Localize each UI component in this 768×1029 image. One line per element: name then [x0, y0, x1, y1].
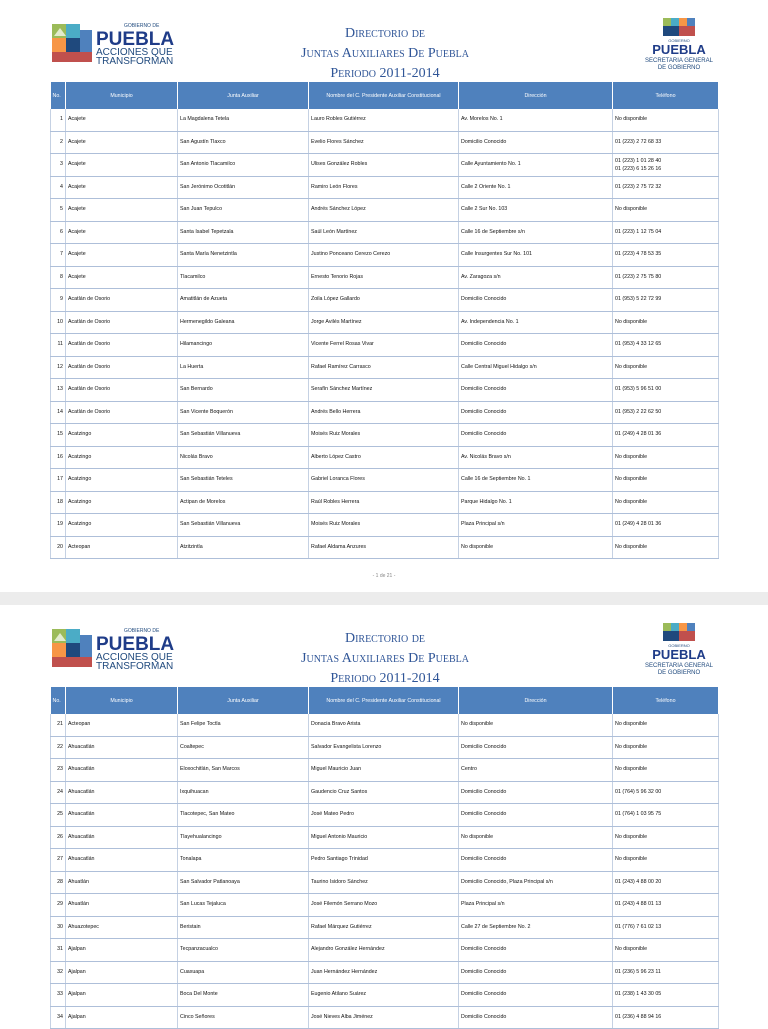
table-row	[51, 536, 719, 559]
table-cell: Domicilio Conocido	[459, 289, 613, 312]
table-cell: Beristain	[178, 916, 309, 939]
column-header: Municipio	[66, 687, 178, 714]
logo-left-name: PUEBLA	[96, 634, 175, 655]
table-cell: 01 (953) 4 33 12 65	[613, 334, 719, 357]
column-header: Teléfono	[613, 687, 719, 714]
table-cell: Coaltepec	[178, 736, 309, 759]
column-header: Junta Auxiliar	[178, 687, 309, 714]
logo-left-tag2: TRANSFORMAN	[96, 56, 174, 67]
table-cell: 15	[51, 424, 66, 447]
table-cell: Domicilio Conocido	[459, 984, 613, 1007]
table-cell: Acajete	[66, 244, 178, 267]
table-cell: San Vicente Boquerón	[178, 401, 309, 424]
table-cell: 01 (776) 7 61 02 13	[613, 916, 719, 939]
table-row	[51, 109, 719, 131]
table-cell: 01 (223) 1 12 75 04	[613, 221, 719, 244]
table-row	[51, 401, 719, 424]
table-cell: No disponible	[613, 469, 719, 492]
table-cell: 01 (243) 4 88 00 20	[613, 871, 719, 894]
table-cell: Juan Hernández Hernández	[309, 961, 459, 984]
table-cell: Acatlán de Osorio	[66, 289, 178, 312]
table-cell: Actipan de Morelos	[178, 491, 309, 514]
table-cell: Lauro Robles Gutiérrez	[309, 109, 459, 131]
phone-line: 01 (223) 6 15 26 16	[615, 165, 662, 172]
page-header	[0, 0, 768, 80]
table-cell: 01 (764) 5 96 32 00	[613, 781, 719, 804]
table-cell: Acteopan	[66, 714, 178, 736]
table-cell: Ahuacatlán	[66, 804, 178, 827]
table-cell: No disponible	[613, 939, 719, 962]
table-cell: Tlacotepec, San Mateo	[178, 804, 309, 827]
table-cell: Ahuacatlán	[66, 759, 178, 782]
table-cell: Av. Nicolás Bravo s/n	[459, 446, 613, 469]
table-cell: Taurino Isidoro Sánchez	[309, 871, 459, 894]
table-cell: Miguel Antonio Mauricio	[309, 826, 459, 849]
table-cell: 9	[51, 289, 66, 312]
table-cell: No disponible	[613, 491, 719, 514]
column-header: Municipio	[66, 82, 178, 109]
table-cell: 5	[51, 199, 66, 222]
title-line-3: Periodo 2011-2014	[330, 66, 440, 81]
table-cell: Saúl León Martínez	[309, 221, 459, 244]
table-cell: 21	[51, 714, 66, 736]
table-row	[51, 199, 719, 222]
table-cell: San Sebastián Teteles	[178, 469, 309, 492]
logo-right-name: PUEBLA	[652, 42, 706, 57]
table-cell: Acatlán de Osorio	[66, 379, 178, 402]
table-cell: 7	[51, 244, 66, 267]
table-row	[51, 131, 719, 154]
table-cell: Calle Central Miguel Hidalgo s/n	[459, 356, 613, 379]
table-cell: Domicilio Conocido	[459, 379, 613, 402]
table-row	[51, 514, 719, 537]
logo-left-tag1: ACCIONES QUE	[96, 652, 173, 663]
table-cell: 01 (243) 4 88 01 13	[613, 894, 719, 917]
table-cell: 20	[51, 536, 66, 559]
table-cell: Domicilio Conocido	[459, 804, 613, 827]
table-cell: Domicilio Conocido	[459, 781, 613, 804]
table-cell: Acatlán de Osorio	[66, 311, 178, 334]
table-cell: Domicilio Conocido	[459, 334, 613, 357]
table-cell: 01 (236) 4 88 94 16	[613, 1006, 719, 1029]
table-cell: Atzitzintla	[178, 536, 309, 559]
table-cell: 14	[51, 401, 66, 424]
table-cell: San Lucas Tejaluca	[178, 894, 309, 917]
table-cell: 4	[51, 176, 66, 199]
table-row	[51, 736, 719, 759]
logo-left-name: PUEBLA	[96, 29, 175, 50]
table-cell: No disponible	[613, 714, 719, 736]
table-cell: San Juan Tepulco	[178, 199, 309, 222]
table-cell: Donacia Bravo Arista	[309, 714, 459, 736]
table-cell: 22	[51, 736, 66, 759]
table-cell: No disponible	[613, 849, 719, 872]
secretaria-general-logo	[636, 621, 722, 677]
table-cell: No disponible	[613, 826, 719, 849]
table-cell: Acatzingo	[66, 514, 178, 537]
table-cell: La Huerta	[178, 356, 309, 379]
table-cell: 01 (223) 2 75 72 32	[613, 176, 719, 199]
table-cell: 01 (238) 1 43 30 05	[613, 984, 719, 1007]
table-cell: Ajalpan	[66, 984, 178, 1007]
table-cell: Domicilio Conocido	[459, 849, 613, 872]
table-cell: Acatlán de Osorio	[66, 334, 178, 357]
table-cell: Vicente Ferrel Rosas Vivar	[309, 334, 459, 357]
table-cell: Acajete	[66, 221, 178, 244]
table-row	[51, 154, 719, 177]
table-cell: Acatlán de Osorio	[66, 356, 178, 379]
table-cell: Centro	[459, 759, 613, 782]
table-row	[51, 424, 719, 447]
table-cell: Rafael Ramírez Carrasco	[309, 356, 459, 379]
table-cell: 25	[51, 804, 66, 827]
page-header	[0, 605, 768, 685]
table-cell: Ramiro León Flores	[309, 176, 459, 199]
table-cell: San Antonio Tlacamilco	[178, 154, 309, 177]
table-cell: Raúl Robles Herrera	[309, 491, 459, 514]
table-cell: 12	[51, 356, 66, 379]
title-line-3: Periodo 2011-2014	[330, 671, 440, 686]
table-row	[51, 871, 719, 894]
table-cell: Miguel Mauricio Juan	[309, 759, 459, 782]
table-cell: No disponible	[613, 446, 719, 469]
table-cell: 6	[51, 221, 66, 244]
table-cell: San Salvador Patlanoaya	[178, 871, 309, 894]
table-row	[51, 894, 719, 917]
table-cell: No disponible	[613, 109, 719, 131]
table-cell: Pedro Santiago Trinidad	[309, 849, 459, 872]
table-cell: Hilamancingo	[178, 334, 309, 357]
table-cell: Acajete	[66, 109, 178, 131]
table-cell: 01 (764) 1 03 95 75	[613, 804, 719, 827]
table-cell: Domicilio Conocido	[459, 401, 613, 424]
table-cell: Eloxochitlán, San Marcos	[178, 759, 309, 782]
table-row	[51, 379, 719, 402]
table-cell: 1	[51, 109, 66, 131]
table-cell: Andrés Bello Herrera	[309, 401, 459, 424]
table-cell: Tecpanzacualco	[178, 939, 309, 962]
table-cell: Ahuacatlán	[66, 781, 178, 804]
table-cell: Domicilio Conocido	[459, 131, 613, 154]
table-cell: Av. Morelos No. 1	[459, 109, 613, 131]
table-cell: Ajalpan	[66, 939, 178, 962]
table-cell: Plaza Principal s/n	[459, 514, 613, 537]
table-cell: Hermenegildo Galeana	[178, 311, 309, 334]
table-cell: Domicilio Conocido	[459, 736, 613, 759]
table-cell: 01 (249) 4 28 01 36	[613, 514, 719, 537]
table-cell: San Bernardo	[178, 379, 309, 402]
table-row	[51, 289, 719, 312]
table-row	[51, 221, 719, 244]
table-cell: 01 (249) 4 28 01 36	[613, 424, 719, 447]
table-cell: 01 (953) 5 96 51 00	[613, 379, 719, 402]
table-cell: 32	[51, 961, 66, 984]
table-cell: Calle 27 de Septiembre No. 2	[459, 916, 613, 939]
table-cell: 3	[51, 154, 66, 177]
logo-left-top: GOBIERNO DE	[124, 23, 160, 29]
table-cell: San Sebastián Villanueva	[178, 514, 309, 537]
table-cell: José Filemón Serrano Mozo	[309, 894, 459, 917]
table-cell: 31	[51, 939, 66, 962]
table-cell: Ernesto Tenorio Rojas	[309, 266, 459, 289]
puebla-acciones-logo	[50, 623, 200, 673]
table-cell: Zoila López Gallardo	[309, 289, 459, 312]
table-cell: No disponible	[459, 714, 613, 736]
table-cell: Ahuacatlán	[66, 826, 178, 849]
table-cell: 13	[51, 379, 66, 402]
logo-right-sub1: SECRETARIA GENERAL	[645, 663, 713, 669]
table-cell: Acatzingo	[66, 446, 178, 469]
table-cell: Acteopan	[66, 536, 178, 559]
table-cell: Eugenio Atilano Suárez	[309, 984, 459, 1007]
table-cell: Ahuatlán	[66, 894, 178, 917]
table-cell: Rafael Márquez Gutiérrez	[309, 916, 459, 939]
table-cell: Jorge Avilés Martínez	[309, 311, 459, 334]
table-cell: José Mateo Pedro	[309, 804, 459, 827]
table-row	[51, 356, 719, 379]
table-cell: Amatitlán de Azueta	[178, 289, 309, 312]
table-cell: Acajete	[66, 154, 178, 177]
table-cell: 23	[51, 759, 66, 782]
table-cell: Moisés Ruiz Morales	[309, 514, 459, 537]
table-cell: San Sebastián Villanueva	[178, 424, 309, 447]
table-row	[51, 334, 719, 357]
logo-left-tag1: ACCIONES QUE	[96, 47, 173, 58]
table-cell: Ahuacatlán	[66, 736, 178, 759]
table-cell: 26	[51, 826, 66, 849]
table-cell: Alberto López Castro	[309, 446, 459, 469]
table-cell: San Jerónimo Ocotitlán	[178, 176, 309, 199]
table-cell: Calle 16 de Septiembre s/n	[459, 221, 613, 244]
table-row	[51, 961, 719, 984]
table-cell: Acajete	[66, 199, 178, 222]
column-header: Teléfono	[613, 82, 719, 109]
page-footer: - 1 de 21 -	[372, 573, 396, 579]
table-cell: Acajete	[66, 131, 178, 154]
table-cell: 01 (953) 5 22 72 99	[613, 289, 719, 312]
title-line-1: Directorio de	[344, 631, 426, 646]
table-row	[51, 826, 719, 849]
table-cell: Parque Hidalgo No. 1	[459, 491, 613, 514]
table-cell: 11	[51, 334, 66, 357]
directory-table	[50, 687, 719, 1029]
page-2	[0, 605, 768, 1024]
table-cell: No disponible	[613, 759, 719, 782]
table-cell: Acajete	[66, 176, 178, 199]
table-cell	[613, 154, 719, 177]
table-row	[51, 491, 719, 514]
page-gap	[0, 592, 768, 605]
table-cell: Domicilio Conocido	[459, 961, 613, 984]
table-cell: Acajete	[66, 266, 178, 289]
table-cell: No disponible	[459, 536, 613, 559]
table-cell: Ahuazotepec	[66, 916, 178, 939]
logo-right-top: GOBIERNO	[668, 38, 690, 43]
column-header: No.	[51, 687, 66, 714]
table-cell: Rafael Aldama Anzures	[309, 536, 459, 559]
table-cell: 17	[51, 469, 66, 492]
table-cell: Ajalpan	[66, 961, 178, 984]
table-row	[51, 939, 719, 962]
table-row	[51, 244, 719, 267]
table-cell: 8	[51, 266, 66, 289]
table-row	[51, 311, 719, 334]
table-cell: Calle 2 Sur No. 103	[459, 199, 613, 222]
table-cell: 01 (223) 4 78 53 35	[613, 244, 719, 267]
logo-right-sub1: SECRETARIA GENERAL	[645, 58, 713, 64]
table-cell: Acatzingo	[66, 424, 178, 447]
table-cell: 28	[51, 871, 66, 894]
phone-line: 01 (223) 1 01 28 40	[615, 157, 662, 164]
directory-table	[50, 82, 719, 559]
table-cell: 24	[51, 781, 66, 804]
table-row	[51, 714, 719, 736]
document-title	[230, 629, 540, 689]
table-cell: 01 (223) 2 72 68 33	[613, 131, 719, 154]
column-header: No.	[51, 82, 66, 109]
table-cell: Domicilio Conocido	[459, 1006, 613, 1029]
table-cell: 2	[51, 131, 66, 154]
table-cell: Ahuatlán	[66, 871, 178, 894]
title-line-2: Juntas Auxiliares De Puebla	[301, 651, 469, 666]
logo-right-sub2: DE GOBIERNO	[657, 65, 701, 71]
table-cell: 18	[51, 491, 66, 514]
table-cell: Acatzingo	[66, 491, 178, 514]
table-cell: 27	[51, 849, 66, 872]
table-cell: Cuaxuapa	[178, 961, 309, 984]
title-line-2: Juntas Auxiliares De Puebla	[301, 46, 469, 61]
table-cell: Boca Del Monte	[178, 984, 309, 1007]
table-cell: Calle 16 de Septiembre No. 1	[459, 469, 613, 492]
table-cell: Acatlán de Osorio	[66, 401, 178, 424]
logo-left-top: GOBIERNO DE	[124, 628, 160, 634]
table-row	[51, 984, 719, 1007]
table-cell: San Agustín Tlaxco	[178, 131, 309, 154]
table-row	[51, 916, 719, 939]
table-row	[51, 176, 719, 199]
table-cell: Moisés Ruiz Morales	[309, 424, 459, 447]
table-row	[51, 804, 719, 827]
table-row	[51, 266, 719, 289]
table-cell: 34	[51, 1006, 66, 1029]
table-cell: 01 (236) 5 96 23 11	[613, 961, 719, 984]
logo-right-top: GOBIERNO	[668, 643, 690, 648]
table-cell: Domicilio Conocido	[459, 939, 613, 962]
table-cell: Gaudencio Cruz Santos	[309, 781, 459, 804]
table-cell: Calle Ayuntamiento No. 1	[459, 154, 613, 177]
table-cell: Plaza Principal s/n	[459, 894, 613, 917]
table-header-row	[51, 82, 719, 109]
title-line-1: Directorio de	[344, 26, 426, 41]
table-cell: Santa María Nenetzintla	[178, 244, 309, 267]
table-cell: 16	[51, 446, 66, 469]
table-row	[51, 849, 719, 872]
table-cell: 01 (223) 2 75 75 80	[613, 266, 719, 289]
table-cell: No disponible	[459, 826, 613, 849]
column-header: Dirección	[459, 82, 613, 109]
table-cell: José Nieves Alba Jiménez	[309, 1006, 459, 1029]
table-row	[51, 781, 719, 804]
table-cell: Nicolás Bravo	[178, 446, 309, 469]
table-cell: No disponible	[613, 356, 719, 379]
table-cell: Calle 2 Oriente No. 1	[459, 176, 613, 199]
table-cell: Evelio Flores Sánchez	[309, 131, 459, 154]
table-cell: Cinco Señores	[178, 1006, 309, 1029]
table-cell: 30	[51, 916, 66, 939]
table-cell: Santa Isabel Tepetzala	[178, 221, 309, 244]
table-cell: No disponible	[613, 536, 719, 559]
table-cell: No disponible	[613, 311, 719, 334]
table-cell: Domicilio Conocido, Plaza Principal s/n	[459, 871, 613, 894]
table-cell: Alejandro González Hernández	[309, 939, 459, 962]
table-cell: 33	[51, 984, 66, 1007]
puebla-acciones-logo	[50, 18, 200, 68]
table-cell: No disponible	[613, 199, 719, 222]
secretaria-general-logo	[636, 16, 722, 72]
table-cell: Acatzingo	[66, 469, 178, 492]
table-cell: Ulises González Robles	[309, 154, 459, 177]
table-row	[51, 759, 719, 782]
table-cell: Salvador Evangelista Lorenzo	[309, 736, 459, 759]
table-cell: Ixquihuacan	[178, 781, 309, 804]
logo-right-name: PUEBLA	[652, 647, 706, 662]
column-header: Nombre del C. Presidente Auxiliar Constitucional	[309, 82, 459, 109]
table-cell: Andrés Sánchez López	[309, 199, 459, 222]
table-cell: La Magdalena Tetela	[178, 109, 309, 131]
table-cell: 29	[51, 894, 66, 917]
table-cell: Serafín Sánchez Martínez	[309, 379, 459, 402]
table-cell: Tlayehualancingo	[178, 826, 309, 849]
column-header: Junta Auxiliar	[178, 82, 309, 109]
table-cell: No disponible	[613, 736, 719, 759]
table-cell: Ajalpan	[66, 1006, 178, 1029]
table-cell: 10	[51, 311, 66, 334]
logo-right-sub2: DE GOBIERNO	[657, 670, 701, 676]
table-cell: 19	[51, 514, 66, 537]
table-cell: Gabriel Loranca Flores	[309, 469, 459, 492]
table-cell: Justino Ponceano Cerezo Cerezo	[309, 244, 459, 267]
table-cell: Calle Insurgentes Sur No. 101	[459, 244, 613, 267]
table-row	[51, 446, 719, 469]
table-cell: Av. Zaragoza s/n	[459, 266, 613, 289]
table-cell: Av. Independencia No. 1	[459, 311, 613, 334]
table-header-row	[51, 687, 719, 714]
table-row	[51, 1006, 719, 1029]
logo-left-tag2: TRANSFORMAN	[96, 661, 174, 672]
column-header: Dirección	[459, 687, 613, 714]
table-cell: Tonalapa	[178, 849, 309, 872]
table-row	[51, 469, 719, 492]
table-cell: San Felipe Toctla	[178, 714, 309, 736]
column-header: Nombre del C. Presidente Auxiliar Constitucional	[309, 687, 459, 714]
table-cell: 01 (953) 2 22 62 50	[613, 401, 719, 424]
table-cell: Tlacamilco	[178, 266, 309, 289]
document-title	[230, 24, 540, 84]
table-cell: Ahuacatlán	[66, 849, 178, 872]
table-cell: Domicilio Conocido	[459, 424, 613, 447]
